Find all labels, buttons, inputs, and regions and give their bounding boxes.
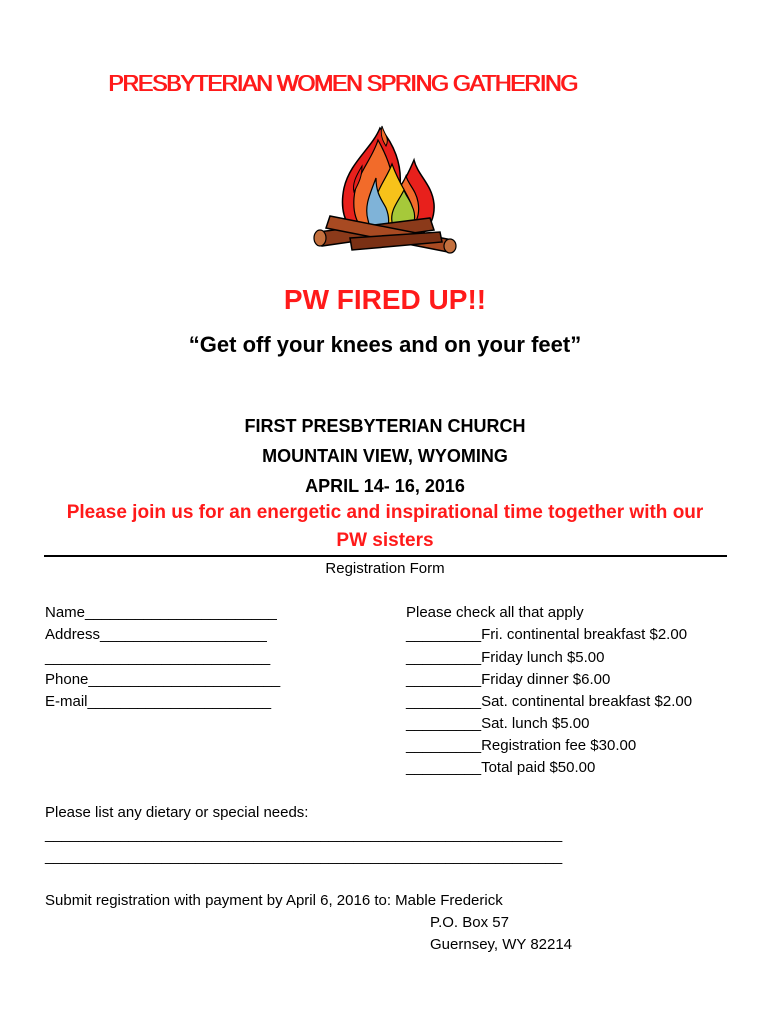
log-end-left (314, 230, 326, 246)
invite-line-2: PW sisters (336, 530, 434, 551)
dietary-label: Please list any dietary or special needs: (45, 804, 309, 821)
address-field[interactable]: Address____________________ (45, 626, 267, 643)
section-divider (44, 555, 727, 557)
option-fri-lunch[interactable]: _________Friday lunch $5.00 (406, 649, 605, 666)
campfire-icon (310, 120, 460, 258)
dietary-line-1[interactable]: ______________________________________________________________ (45, 826, 563, 843)
address-line2-field[interactable]: ___________________________ (45, 649, 271, 666)
banner-tagline: “Get off your knees and on your feet” (188, 332, 582, 357)
option-sat-lunch[interactable]: _________Sat. lunch $5.00 (406, 715, 590, 732)
mailing-box: P.O. Box 57 (430, 914, 509, 931)
options-header: Please check all that apply (406, 604, 584, 621)
event-title: PRESBYTERIAN WOMEN SPRING GATHERING (108, 70, 577, 96)
option-fri-breakfast[interactable]: _________Fri. continental breakfast $2.00 (406, 626, 688, 643)
submit-instructions: Submit registration with payment by April 6, 2016 to: Mable Frederick (45, 892, 503, 909)
church-name: FIRST PRESBYTERIAN CHURCH (244, 416, 526, 436)
church-location: MOUNTAIN VIEW, WYOMING (262, 446, 508, 466)
email-field[interactable]: E-mail______________________ (45, 693, 272, 710)
invite-line-1: Please join us for an energetic and inspirational time together with our (66, 502, 704, 523)
option-fri-dinner[interactable]: _________Friday dinner $6.00 (406, 671, 611, 688)
banner-title: PW FIRED UP!! (283, 284, 487, 315)
mailing-city: Guernsey, WY 82214 (430, 936, 573, 953)
option-total-paid[interactable]: _________Total paid $50.00 (406, 759, 596, 776)
event-dates: APRIL 14- 16, 2016 (305, 476, 465, 496)
dietary-line-2[interactable]: ______________________________________________________________ (45, 848, 563, 865)
log-end-right (444, 239, 456, 253)
option-registration-fee[interactable]: _________Registration fee $30.00 (406, 737, 637, 754)
form-title: Registration Form (325, 560, 445, 577)
phone-field[interactable]: Phone_______________________ (45, 671, 281, 688)
name-field[interactable]: Name_______________________ (45, 604, 277, 621)
option-sat-breakfast[interactable]: _________Sat. continental breakfast $2.00 (406, 693, 693, 710)
